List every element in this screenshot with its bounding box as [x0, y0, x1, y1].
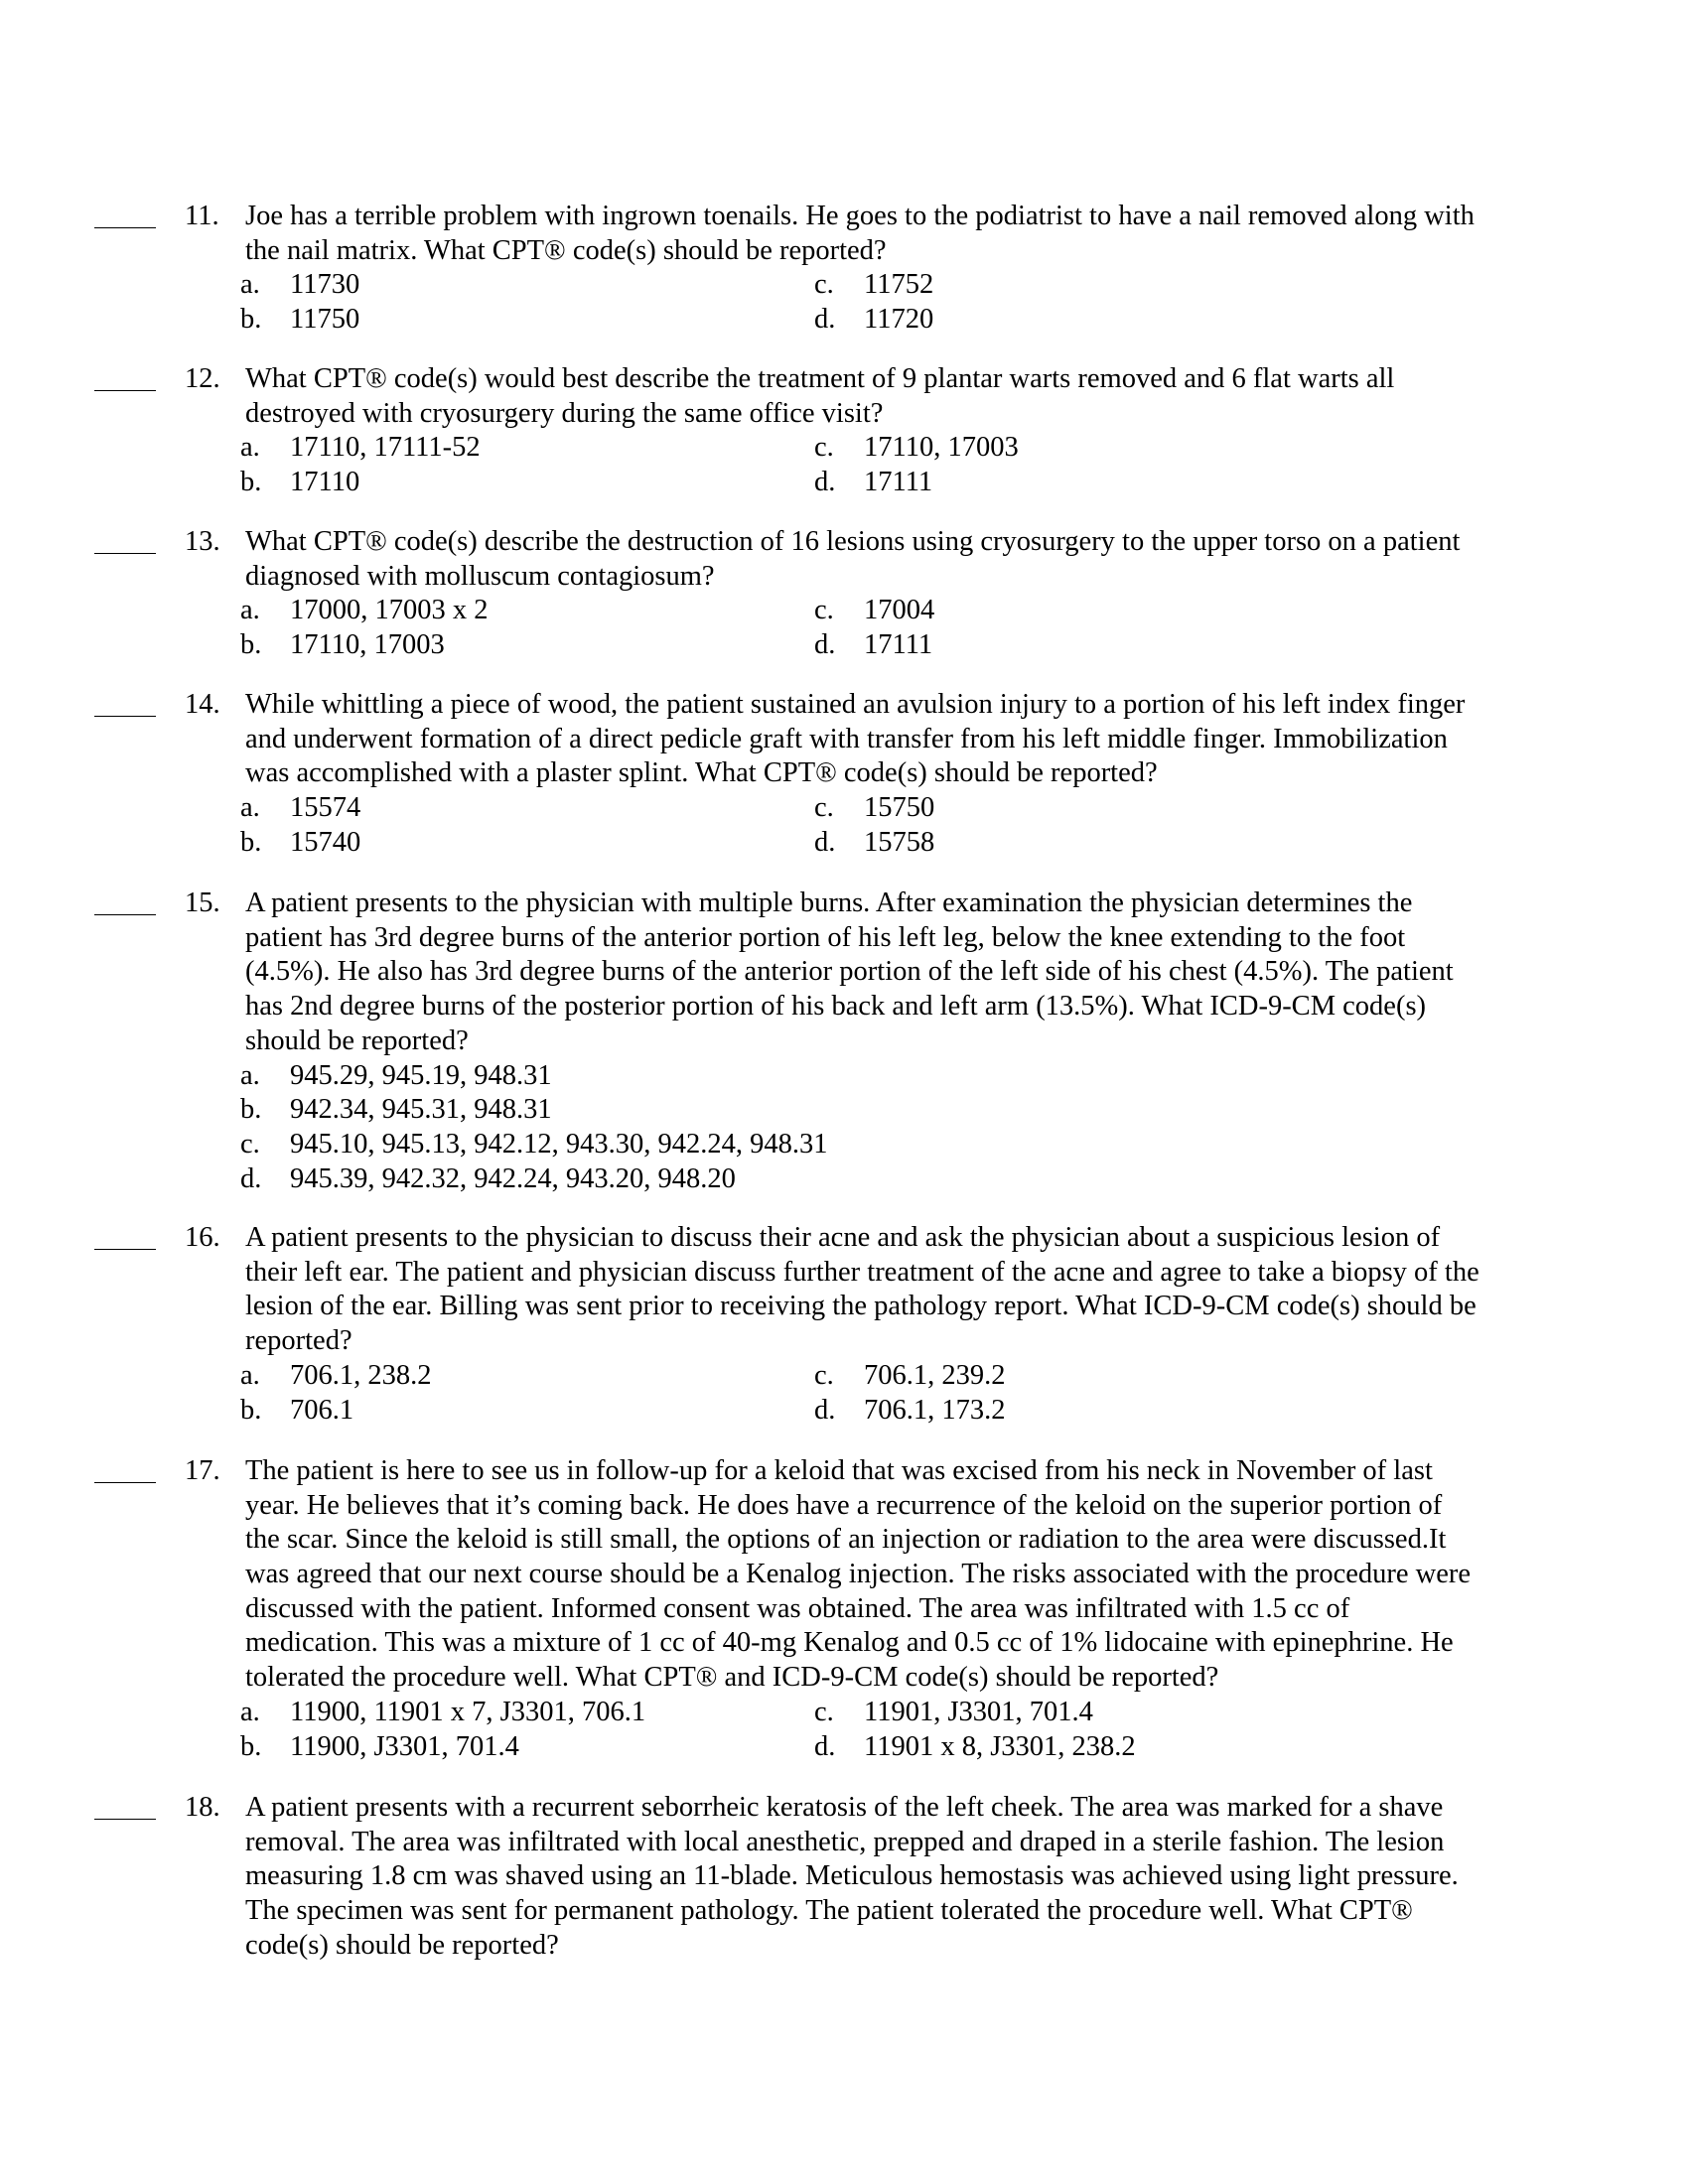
option-letter: b.	[240, 467, 262, 498]
question-text-line: What CPT® code(s) would best describe the treatment of 9 plantar warts removed and 6 flat warts all	[245, 363, 1395, 394]
question-text-line: discussed with the patient. Informed consent was obtained. The area was infiltrated with 1.5 cc of	[245, 1592, 1350, 1624]
question-number: 17.	[185, 1455, 220, 1486]
option-letter: c.	[814, 1359, 834, 1391]
question-text	[245, 525, 1460, 594]
option-value: 11730	[290, 269, 360, 301]
option-value: 17111	[864, 467, 933, 498]
option-letter: d.	[814, 1394, 836, 1426]
question-text	[245, 200, 1475, 268]
option-value: 706.1	[290, 1394, 354, 1426]
question-number: 18.	[185, 1792, 220, 1823]
option-letter: c.	[814, 432, 834, 464]
option-letter: d.	[814, 826, 836, 858]
question-text-line: their left ear. The patient and physician discuss further treatment of the acne and agree to take a biopsy of the	[245, 1256, 1479, 1288]
option-value: 706.1, 238.2	[290, 1359, 432, 1391]
option-value: 17110	[290, 467, 360, 498]
option-letter: d.	[814, 467, 836, 498]
question-text-line: year. He believes that it’s coming back. He does have a recurrence of the keloid on the superior portion of	[245, 1489, 1443, 1521]
option-letter: a.	[240, 792, 260, 824]
question-text-line: Joe has a terrible problem with ingrown toenails. He goes to the podiatrist to have a nail removed along with	[245, 201, 1475, 231]
option-letter: a.	[240, 432, 260, 464]
question-text-line: What CPT® code(s) describe the destruction of 16 lesions using cryosurgery to the upper torso on a patient	[245, 526, 1461, 557]
question-text	[245, 1221, 1479, 1359]
question-text-line: destroyed with cryosurgery during the same office visit?	[245, 397, 884, 429]
option-value: 11750	[290, 304, 360, 336]
question-text-line: While whittling a piece of wood, the patient sustained an avulsion injury to a portion of his left index finger	[245, 689, 1466, 720]
question-text-line: A patient presents to the physician to discuss their acne and ask the physician about a suspicious lesion of	[245, 1222, 1441, 1253]
option-letter: b.	[240, 1094, 262, 1126]
question-text-line: The specimen was sent for permanent pathology. The patient tolerated the procedure well. What CPT®	[245, 1895, 1413, 1927]
option-value: 11901, J3301, 701.4	[864, 1696, 1093, 1727]
answer-blank[interactable]	[94, 1454, 156, 1489]
option-value: 15740	[290, 826, 361, 858]
option-value: 17004	[864, 595, 935, 626]
answer-blank[interactable]	[94, 200, 156, 234]
question-text-line: was agreed that our next course should be a Kenalog injection. The risks associated with the procedure were	[245, 1559, 1472, 1590]
option-value: 945.39, 942.32, 942.24, 943.20, 948.20	[290, 1162, 736, 1194]
option-letter: b.	[240, 1730, 262, 1762]
question-text-line: patient has 3rd degree burns of the anterior portion of his left leg, below the knee extending to the foot	[245, 921, 1406, 953]
question-text-line: lesion of the ear. Billing was sent prior to receiving the pathology report. What ICD-9-CM code(s) should be	[245, 1291, 1477, 1322]
answer-blank[interactable]	[94, 1221, 156, 1256]
option-value: 17110, 17111-52	[290, 432, 481, 464]
question-number: 12.	[185, 363, 220, 394]
question-text	[245, 887, 1454, 1058]
question-text-line: the nail matrix. What CPT® code(s) should be reported?	[245, 234, 887, 266]
question-text	[245, 688, 1465, 791]
question-number: 15.	[185, 887, 220, 918]
option-value: 11752	[864, 269, 934, 301]
option-value: 706.1, 239.2	[864, 1359, 1006, 1391]
option-letter: c.	[814, 595, 834, 626]
question-text-line: code(s) should be reported?	[245, 1929, 559, 1961]
option-value: 945.10, 945.13, 942.12, 943.30, 942.24, 948.31	[290, 1128, 828, 1160]
option-letter: d.	[814, 304, 836, 336]
option-letter: b.	[240, 304, 262, 336]
question-text-line: and underwent formation of a direct pedicle graft with transfer from his left middle finger. Immobilization	[245, 723, 1448, 754]
option-value: 11901 x 8, J3301, 238.2	[864, 1730, 1136, 1762]
question-text-line: A patient presents with a recurrent seborrheic keratosis of the left cheek. The area was marked for a shave	[245, 1792, 1444, 1823]
option-letter: d.	[814, 629, 836, 661]
question-text-line: measuring 1.8 cm was shaved using an 11-blade. Meticulous hemostasis was achieved using light pressure.	[245, 1860, 1459, 1892]
question-number: 14.	[185, 689, 220, 720]
option-value: 945.29, 945.19, 948.31	[290, 1059, 552, 1091]
question-text-line: (4.5%). He also has 3rd degree burns of the anterior portion of the left side of his chest (4.5%). The patient	[245, 956, 1454, 988]
option-letter: a.	[240, 1696, 260, 1727]
answer-blank[interactable]	[94, 362, 156, 397]
question-text-line: reported?	[245, 1325, 352, 1357]
option-value: 15758	[864, 826, 935, 858]
option-letter: b.	[240, 1394, 262, 1426]
option-value: 942.34, 945.31, 948.31	[290, 1094, 552, 1126]
option-letter: c.	[240, 1128, 260, 1160]
question-number: 16.	[185, 1222, 220, 1253]
question-text-line: A patient presents to the physician with multiple burns. After examination the physician determines the	[245, 887, 1413, 918]
option-letter: c.	[814, 792, 834, 824]
question-text-line: medication. This was a mixture of 1 cc of 40-mg Kenalog and 0.5 cc of 1% lidocaine with epinephrine. He	[245, 1627, 1454, 1659]
question-text-line: diagnosed with molluscum contagiosum?	[245, 560, 715, 592]
answer-blank[interactable]	[94, 887, 156, 921]
question-text-line: has 2nd degree burns of the posterior portion of his back and left arm (13.5%). What ICD-9-CM code(s)	[245, 991, 1427, 1023]
answer-blank[interactable]	[94, 1791, 156, 1826]
option-value: 17111	[864, 629, 933, 661]
option-letter: a.	[240, 1059, 260, 1091]
option-value: 17000, 17003 x 2	[290, 595, 489, 626]
option-letter: d.	[240, 1162, 262, 1194]
option-letter: d.	[814, 1730, 836, 1762]
option-letter: a.	[240, 1359, 260, 1391]
question-text	[245, 362, 1394, 431]
answer-blank[interactable]	[94, 525, 156, 560]
question-text-line: should be reported?	[245, 1024, 469, 1056]
question-number: 13.	[185, 526, 220, 557]
question-text-line: The patient is here to see us in follow-up for a keloid that was excised from his neck in November of last	[245, 1455, 1433, 1486]
answer-blank[interactable]	[94, 688, 156, 723]
question-text	[245, 1791, 1459, 1963]
option-value: 11900, J3301, 701.4	[290, 1730, 519, 1762]
option-value: 15750	[864, 792, 935, 824]
option-value: 11720	[864, 304, 934, 336]
question-number: 11.	[185, 201, 219, 231]
question-text-line: was accomplished with a plaster splint. What CPT® code(s) should be reported?	[245, 757, 1158, 789]
option-value: 17110, 17003	[290, 629, 445, 661]
option-letter: c.	[814, 269, 834, 301]
option-value: 15574	[290, 792, 361, 824]
question-text-line: removal. The area was infiltrated with local anesthetic, prepped and draped in a sterile fashion. The lesion	[245, 1826, 1445, 1857]
question-text-line: tolerated the procedure well. What CPT® and ICD-9-CM code(s) should be reported?	[245, 1662, 1219, 1694]
option-value: 706.1, 173.2	[864, 1394, 1006, 1426]
option-letter: b.	[240, 629, 262, 661]
question-text-line: the scar. Since the keloid is still small, the options of an injection or radiation to the area were discussed.It	[245, 1524, 1447, 1556]
option-value: 17110, 17003	[864, 432, 1019, 464]
option-letter: c.	[814, 1696, 834, 1727]
question-text	[245, 1454, 1471, 1696]
option-letter: a.	[240, 269, 260, 301]
option-value: 11900, 11901 x 7, J3301, 706.1	[290, 1696, 646, 1727]
option-letter: b.	[240, 826, 262, 858]
option-letter: a.	[240, 595, 260, 626]
